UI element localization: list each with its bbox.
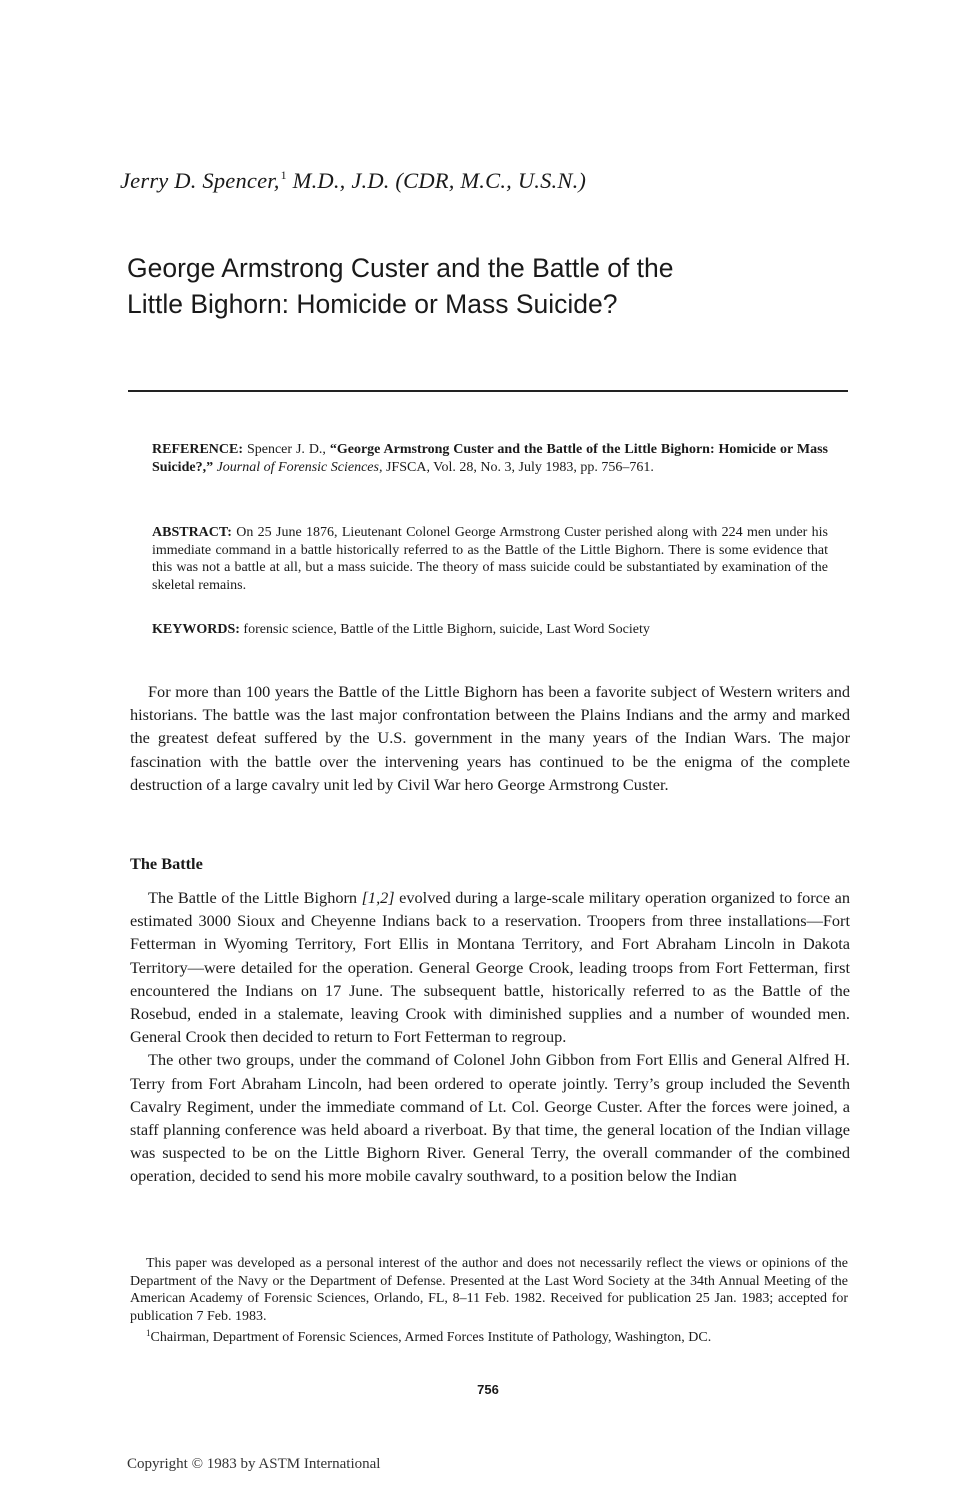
intro-paragraph: For more than 100 years the Battle of the Little Bighorn has been a favorite subject of Western writers and historians. The battle was the last major confrontation between the Plains Indians and the army and marked the greatest defeat suffered by the U.S. government in the many years of the Indian Wars. The major fascination with the battle over the intervening years has continued to be the enigma of the complete destruction of a large cavalry unit led by Civil War hero George Armstrong Custer.: [130, 682, 850, 794]
keywords-block: [152, 621, 828, 639]
footnotes: [130, 1255, 848, 1347]
title-line-2: Little Bighorn: Homicide or Mass Suicide?: [127, 289, 618, 319]
reference-label: REFERENCE:: [152, 442, 244, 457]
reference-details: JFSCA, Vol. 28, No. 3, July 1983, pp. 756–761.: [382, 459, 654, 475]
paper-title: [127, 250, 887, 322]
reference-journal: Journal of Forensic Sciences,: [213, 459, 383, 475]
battle-paragraph-2: The other two groups, under the command of Colonel John Gibbon from Fort Ellis and General Alfred H. Terry from Fort Abraham Lincoln, had been ordered to operate jointly. Terry’s group included the Seventh Cavalry Regiment, under the immediate command of Lt. Col. George Custer. After the forces were joined, a staff planning conference was held aboard a riverboat. By that time, the general location of the Indian village was suspected to be on the Little Bighorn River. General Terry, the overall commander of the combined operation, decided to send his more mobile cavalry southward, to a position below the Indian: [130, 1050, 850, 1186]
footnote-note: This paper was developed as a personal interest of the author and does not necessarily reflect the views or opinions of the Department of the Navy or the Department of Defense. Presented at the Last Word Society at the 34th Annual Meeting of the American Academy of Forensic Sciences, Orlando, FL, 8–11 Feb. 1982. Received for publication 25 Jan. 1983; accepted for publication 7 Feb. 1983.: [130, 1256, 848, 1324]
author-footnote-mark: 1: [280, 168, 287, 182]
author-credentials: M.D., J.D. (CDR, M.C., U.S.N.): [286, 168, 587, 193]
section-heading: The Battle: [130, 854, 203, 873]
page-number: 756: [477, 1382, 499, 1397]
author-name: Jerry D. Spencer,: [120, 168, 280, 193]
citation: [1,2]: [361, 888, 395, 907]
battle-p1-start: The Battle of the Little Bighorn: [148, 888, 362, 907]
abstract-text: On 25 June 1876, Lieutenant Colonel George Armstrong Custer perished along with 224 men under his immediate command in a battle historically referred to as the Battle of the Little Bighorn. There is some evidence that this was not a battle at all, but a mass suicide. The theory of mass suicide could be substantiated by examination of the skeletal remains.: [152, 525, 828, 593]
footnote-affiliation: [130, 1325, 848, 1347]
keywords-label: KEYWORDS:: [152, 622, 240, 637]
battle-section: [130, 886, 850, 1188]
affiliation-text: Chairman, Department of Forensic Sciences, Armed Forces Institute of Pathology, Washington, DC.: [150, 1330, 712, 1346]
title-line-1: George Armstrong Custer and the Battle of the: [127, 253, 674, 283]
copyright-notice: Copyright © 1983 by ASTM International: [127, 1456, 381, 1472]
abstract-block: [152, 524, 828, 594]
intro-section: [130, 680, 850, 796]
battle-paragraph-1: [130, 886, 850, 1048]
reference-article-title: “George Armstrong Custer and the Battle of the Little Bighorn: Homicide or Mass Suicide?,”: [152, 442, 828, 475]
battle-p1-rest: evolved during a large-scale military operation organized to force an estimated 3000 Sioux and Cheyenne Indians back to a reservation. Troopers from three installations—Fort Fetterman in Wyoming Territory, Fort Ellis in Montana Territory, and Fort Abraham Lincoln in Dakota Territory—were detailed for the operation. General George Crook, leading troops from Fort Fetterman, first encountered the Indians on 17 June. The subsequent battle, historically referred to as the Battle of the Rosebud, ended in a stalemate, leaving Crook with diminished supplies and a number of wounded men. General Crook then decided to return to Fort Fetterman to regroup.: [130, 888, 851, 1047]
reference-block: [152, 441, 828, 476]
reference-authors: Spencer J. D.,: [243, 442, 330, 457]
author-line: [120, 168, 880, 194]
abstract-label: ABSTRACT:: [152, 525, 232, 540]
keywords-text: forensic science, Battle of the Little Bighorn, suicide, Last Word Society: [239, 622, 650, 637]
affiliation-mark: 1: [146, 1328, 151, 1339]
title-divider: [128, 390, 848, 392]
